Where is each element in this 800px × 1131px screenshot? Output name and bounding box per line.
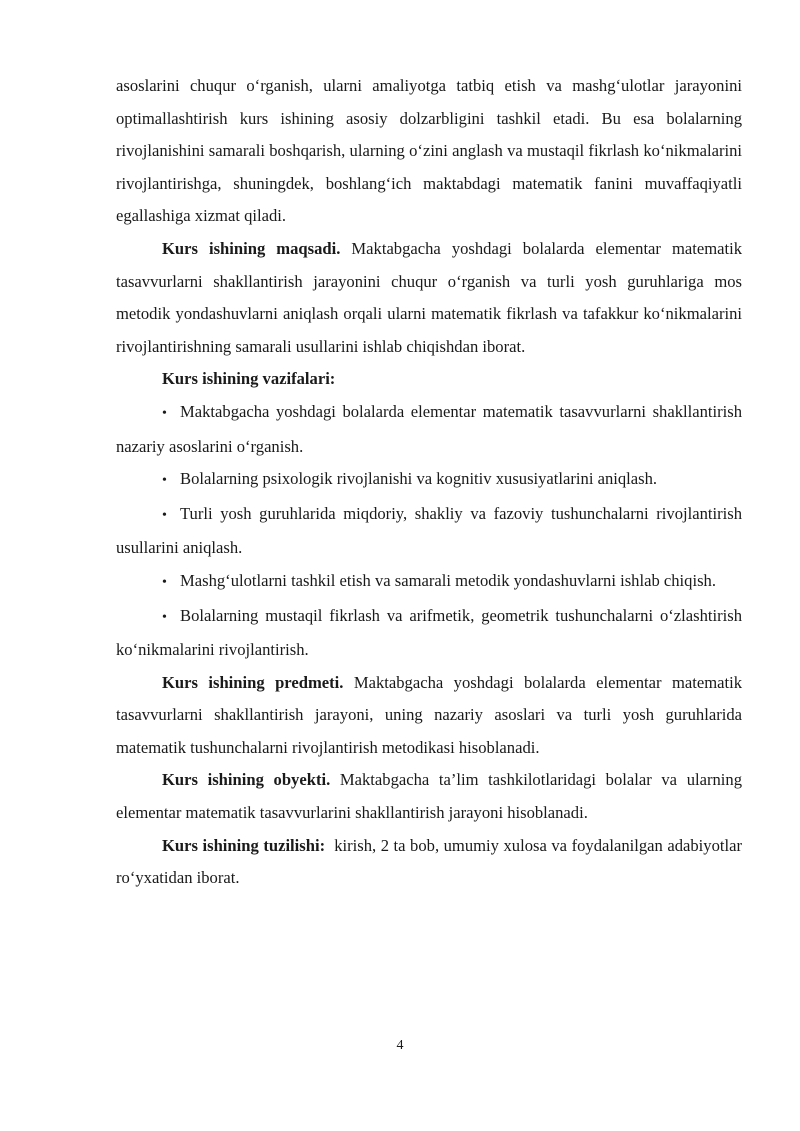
bullet-icon: • [162,473,167,489]
subject-text: Maktabgacha yoshdagi bolalarda elementar matematik tasavvurlarni shakllantirish jarayoni, uning nazariy asoslari va turli yosh guruhlarida matematik tushunchalarni rivojlantirish metodikasi hisoblanadi. [116,672,743,757]
bullet-icon: • [162,405,167,421]
tasks-heading: Kurs ishining vazifalari: [162,369,336,389]
intro-paragraph: asoslarini chuqur o‘rganish, ularni amaliyotga tatbiq etish va mashg‘ulotlar jarayonini optimallashtirish kurs ishining asosiy dolzarbligini tashkil etadi. Bu esa bolalarning rivojlanishini samarali boshqarish, ularning o‘zini anglash va mustaqil fikrlash ko‘nikmalarini rivojlantirishga, shuningdek, boshlang‘ich maktabdagi matematik fanini muvaffaqiyatli egallashiga xizmat qiladi. [116,76,742,226]
task-item-1 [116,396,742,463]
structure-text: kirish, 2 ta bob, umumiy xulosa va foydalanilgan adabiyotlar ro‘yxatidan iborat. [116,835,747,888]
document-body [116,70,747,895]
object-label: Kurs ishining obyekti. [162,770,331,790]
task-item-text: Mashg‘ulotlarni tashkil etish va samarali metodik yondashuvlarni ishlab chiqish. [180,570,716,590]
task-item-4 [116,565,742,600]
subject-paragraph [116,667,742,765]
structure-paragraph [116,830,747,895]
object-text: Maktabgacha ta’lim tashkilotlaridagi bolalar va ularning elementar matematik tasavvurlarini shakllantirish jarayoni hisoblanadi. [116,770,742,823]
goal-paragraph [116,233,742,363]
bullet-icon: • [162,507,167,523]
subject-label: Kurs ishining predmeti. [162,672,344,692]
goal-text: Maktabgacha yoshdagi bolalarda elementar matematik tasavvurlarni shakllantirish jarayonini chuqur o‘rganish va turli yosh guruhlariga mos metodik yondashuvlarni aniqlash orqali ularni matematik fikrlash va tafakkur ko‘nikmalarini rivojlantirishning samarali usullarini ishlab chiqishdan iborat. [116,238,743,356]
task-item-text: Maktabgacha yoshdagi bolalarda elementar matematik tasavvurlarni shakllantirish nazariy asoslarini o‘rganish. [116,401,742,456]
task-item-2 [116,463,742,498]
bullet-icon: • [162,609,167,625]
task-item-3 [116,498,742,565]
task-item-text: Bolalarning mustaqil fikrlash va arifmetik, geometrik tushunchalarni o‘zlashtirish ko‘nikmalarini rivojlantirish. [116,605,742,660]
structure-label: Kurs ishining tuzilishi: [162,835,326,855]
object-paragraph [116,764,742,829]
bullet-icon: • [162,574,167,590]
page-number: 4 [396,1038,404,1053]
goal-label: Kurs ishining maqsadi. [162,238,341,258]
task-item-text: Turli yosh guruhlarida miqdoriy, shakliy va fazoviy tushunchalarni rivojlantirish usullarini aniqlash. [116,503,742,558]
task-item-text: Bolalarning psixologik rivojlanishi va kognitiv xususiyatlarini aniqlash. [180,469,658,489]
task-item-5 [116,600,742,667]
